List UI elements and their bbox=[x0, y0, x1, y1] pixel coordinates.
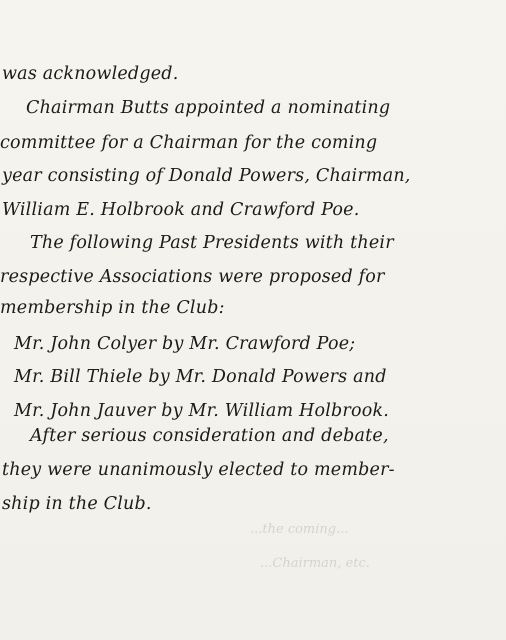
text-line-13: they were unanimously elected to member- bbox=[2, 460, 395, 480]
text-line-1: was acknowledged. bbox=[2, 64, 179, 84]
text-line-6: The following Past Presidents with their bbox=[30, 233, 394, 253]
text-line-10: Mr. Bill Thiele by Mr. Donald Powers and bbox=[14, 367, 387, 387]
text-line-7: respective Associations were proposed for bbox=[0, 267, 385, 287]
text-line-5: William E. Holbrook and Crawford Poe. bbox=[2, 200, 360, 220]
text-line-11: Mr. John Jauver by Mr. William Holbrook. bbox=[14, 401, 390, 421]
text-line-3: committee for a Chairman for the coming bbox=[0, 133, 378, 153]
text-line-9: Mr. John Colyer by Mr. Crawford Poe; bbox=[14, 334, 356, 354]
bleed-through-text-1: ...the coming... bbox=[250, 522, 349, 537]
text-line-4: year consisting of Donald Powers, Chairman, bbox=[2, 166, 411, 186]
text-line-12: After serious consideration and debate, bbox=[30, 426, 389, 446]
bleed-through-text-2: ...Chairman, etc. bbox=[260, 556, 370, 571]
text-line-8: membership in the Club: bbox=[0, 298, 225, 318]
text-line-2: Chairman Butts appointed a nominating bbox=[26, 98, 391, 118]
text-line-14: ship in the Club. bbox=[2, 494, 152, 514]
